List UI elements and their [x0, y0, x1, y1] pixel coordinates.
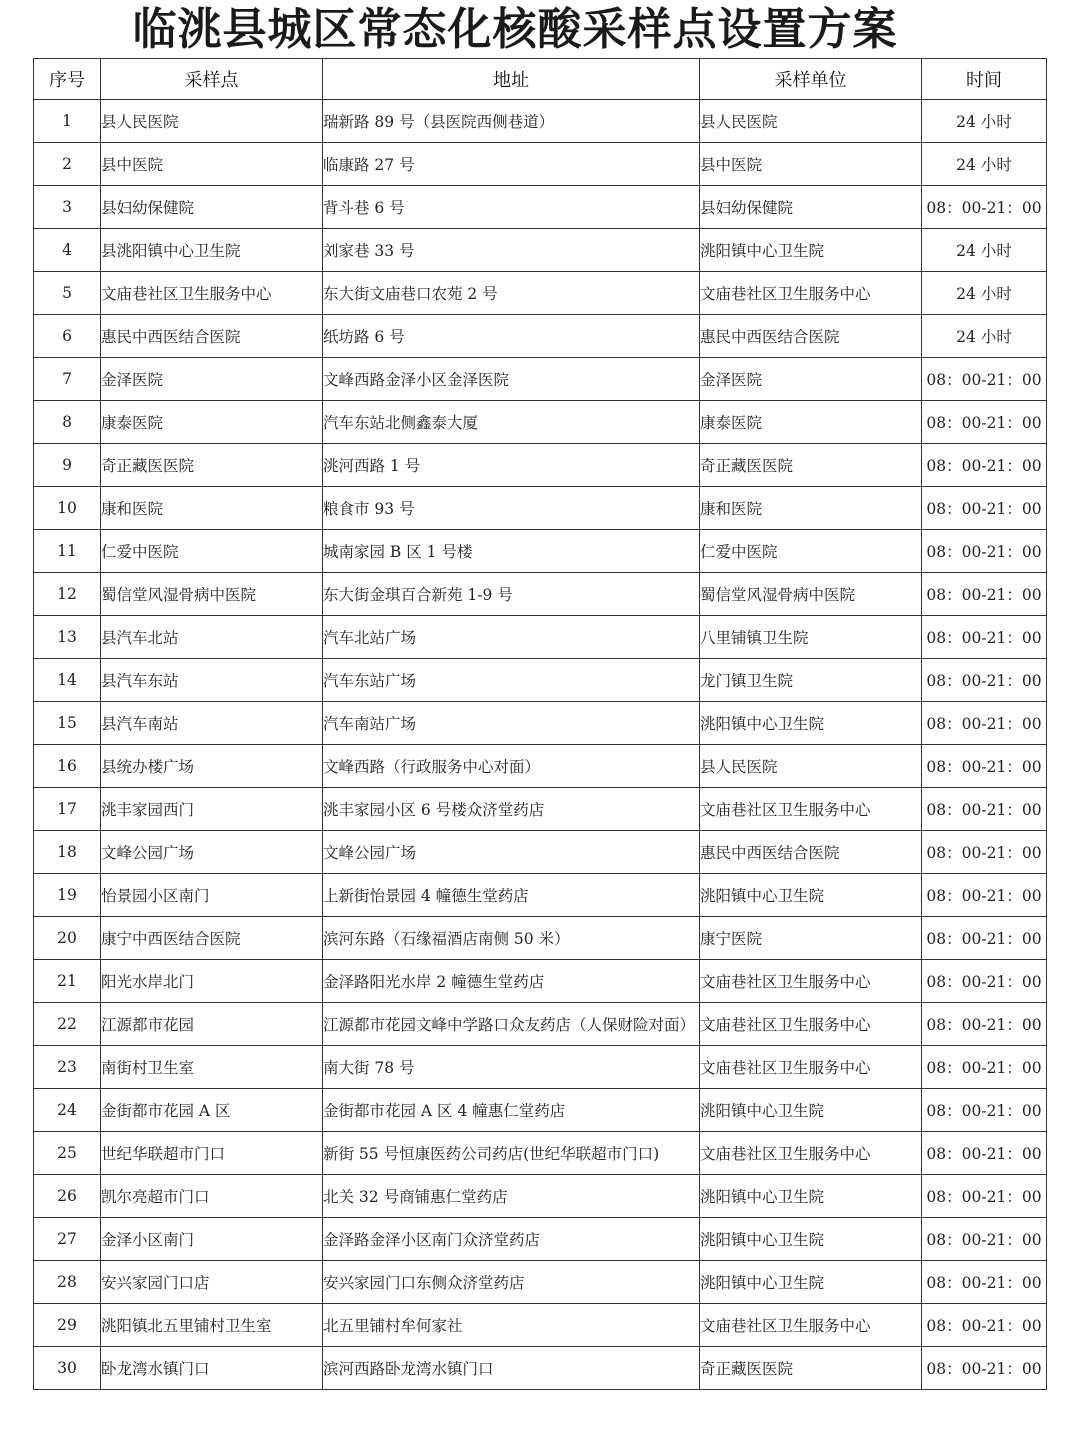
- row-number: 2: [34, 143, 101, 186]
- sampling-unit: 文庙巷社区卫生服务中心: [700, 1304, 922, 1347]
- site-name: 文庙巷社区卫生服务中心: [101, 272, 323, 315]
- service-hours: 08：00-21：00: [922, 487, 1047, 530]
- sampling-unit: 县中医院: [700, 143, 922, 186]
- sampling-unit: 康泰医院: [700, 401, 922, 444]
- site-name: 康和医院: [101, 487, 323, 530]
- service-hours: 08：00-21：00: [922, 788, 1047, 831]
- table-row: [34, 401, 1047, 444]
- site-address: 上新街怡景园 4 幢德生堂药店: [323, 874, 700, 917]
- header-time: 时间: [922, 59, 1047, 100]
- service-hours: 08：00-21：00: [922, 917, 1047, 960]
- table-row: [34, 1132, 1047, 1175]
- site-address: 北关 32 号商铺惠仁堂药店: [323, 1175, 700, 1218]
- sampling-unit: 仁爱中医院: [700, 530, 922, 573]
- service-hours: 24 小时: [922, 143, 1047, 186]
- sampling-unit: 洮阳镇中心卫生院: [700, 874, 922, 917]
- site-name: 县中医院: [101, 143, 323, 186]
- service-hours: 08：00-21：00: [922, 616, 1047, 659]
- service-hours: 08：00-21：00: [922, 960, 1047, 1003]
- site-name: 南街村卫生室: [101, 1046, 323, 1089]
- site-address: 文峰西路（行政服务中心对面）: [323, 745, 700, 788]
- sampling-unit: 县人民医院: [700, 100, 922, 143]
- header-site: 采样点: [101, 59, 323, 100]
- site-address: 瑞新路 89 号（县医院西侧巷道）: [323, 100, 700, 143]
- site-name: 怡景园小区南门: [101, 874, 323, 917]
- sampling-unit: 奇正藏医医院: [700, 444, 922, 487]
- service-hours: 08：00-21：00: [922, 1261, 1047, 1304]
- header-address: 地址: [323, 59, 700, 100]
- sampling-unit: 洮阳镇中心卫生院: [700, 1218, 922, 1261]
- site-address: 安兴家园门口东侧众济堂药店: [323, 1261, 700, 1304]
- site-address: 金街都市花园 A 区 4 幢惠仁堂药店: [323, 1089, 700, 1132]
- site-address: 汽车北站广场: [323, 616, 700, 659]
- site-address: 金泽路金泽小区南门众济堂药店: [323, 1218, 700, 1261]
- site-address: 文峰西路金泽小区金泽医院: [323, 358, 700, 401]
- table-row: [34, 1261, 1047, 1304]
- table-row: [34, 831, 1047, 874]
- site-name: 康宁中西医结合医院: [101, 917, 323, 960]
- row-number: 21: [34, 960, 101, 1003]
- header-no: 序号: [34, 59, 101, 100]
- site-address: 汽车南站广场: [323, 702, 700, 745]
- row-number: 8: [34, 401, 101, 444]
- site-name: 金泽医院: [101, 358, 323, 401]
- site-address: 滨河西路卧龙湾水镇门口: [323, 1347, 700, 1390]
- row-number: 25: [34, 1132, 101, 1175]
- site-address: 汽车东站北侧鑫泰大厦: [323, 401, 700, 444]
- table-row: [34, 100, 1047, 143]
- site-address: 东大街文庙巷口农苑 2 号: [323, 272, 700, 315]
- table-row: [34, 143, 1047, 186]
- table-row: [34, 272, 1047, 315]
- site-name: 县人民医院: [101, 100, 323, 143]
- row-number: 15: [34, 702, 101, 745]
- row-number: 17: [34, 788, 101, 831]
- site-address: 新街 55 号恒康医药公司药店(世纪华联超市门口): [323, 1132, 700, 1175]
- service-hours: 08：00-21：00: [922, 401, 1047, 444]
- site-address: 滨河东路（石缘福酒店南侧 50 米）: [323, 917, 700, 960]
- row-number: 11: [34, 530, 101, 573]
- site-address: 文峰公园广场: [323, 831, 700, 874]
- row-number: 5: [34, 272, 101, 315]
- site-address: 粮食市 93 号: [323, 487, 700, 530]
- service-hours: 08：00-21：00: [922, 1132, 1047, 1175]
- table-row: [34, 1304, 1047, 1347]
- table-row: [34, 745, 1047, 788]
- service-hours: 08：00-21：00: [922, 573, 1047, 616]
- sampling-unit: 龙门镇卫生院: [700, 659, 922, 702]
- site-name: 惠民中西医结合医院: [101, 315, 323, 358]
- sampling-unit: 洮阳镇中心卫生院: [700, 229, 922, 272]
- site-name: 卧龙湾水镇门口: [101, 1347, 323, 1390]
- row-number: 29: [34, 1304, 101, 1347]
- sampling-unit: 文庙巷社区卫生服务中心: [700, 1003, 922, 1046]
- sampling-unit: 奇正藏医医院: [700, 1347, 922, 1390]
- service-hours: 24 小时: [922, 315, 1047, 358]
- service-hours: 08：00-21：00: [922, 702, 1047, 745]
- service-hours: 24 小时: [922, 272, 1047, 315]
- site-address: 洮丰家园小区 6 号楼众济堂药店: [323, 788, 700, 831]
- table-row: [34, 1347, 1047, 1390]
- service-hours: 08：00-21：00: [922, 1218, 1047, 1261]
- table-row: [34, 530, 1047, 573]
- site-address: 金泽路阳光水岸 2 幢德生堂药店: [323, 960, 700, 1003]
- table-row: [34, 616, 1047, 659]
- site-address: 东大街金琪百合新苑 1-9 号: [323, 573, 700, 616]
- site-name: 奇正藏医医院: [101, 444, 323, 487]
- row-number: 10: [34, 487, 101, 530]
- table-row: [34, 1046, 1047, 1089]
- table-row: [34, 444, 1047, 487]
- site-address: 临康路 27 号: [323, 143, 700, 186]
- site-address: 南大街 78 号: [323, 1046, 700, 1089]
- table-row: [34, 874, 1047, 917]
- row-number: 23: [34, 1046, 101, 1089]
- service-hours: 08：00-21：00: [922, 874, 1047, 917]
- table-row: [34, 659, 1047, 702]
- sampling-unit: 文庙巷社区卫生服务中心: [700, 272, 922, 315]
- service-hours: 08：00-21：00: [922, 831, 1047, 874]
- service-hours: 08：00-21：00: [922, 358, 1047, 401]
- sampling-unit: 洮阳镇中心卫生院: [700, 702, 922, 745]
- row-number: 19: [34, 874, 101, 917]
- site-name: 县洮阳镇中心卫生院: [101, 229, 323, 272]
- sampling-unit: 文庙巷社区卫生服务中心: [700, 788, 922, 831]
- site-name: 康泰医院: [101, 401, 323, 444]
- table-row: [34, 788, 1047, 831]
- sampling-unit: 康和医院: [700, 487, 922, 530]
- service-hours: 08：00-21：00: [922, 1347, 1047, 1390]
- row-number: 13: [34, 616, 101, 659]
- table-row: [34, 960, 1047, 1003]
- sampling-unit: 洮阳镇中心卫生院: [700, 1175, 922, 1218]
- site-name: 金街都市花园 A 区: [101, 1089, 323, 1132]
- row-number: 26: [34, 1175, 101, 1218]
- site-name: 县汽车南站: [101, 702, 323, 745]
- sampling-unit: 洮阳镇中心卫生院: [700, 1089, 922, 1132]
- row-number: 6: [34, 315, 101, 358]
- row-number: 27: [34, 1218, 101, 1261]
- service-hours: 08：00-21：00: [922, 745, 1047, 788]
- header-unit: 采样单位: [700, 59, 922, 100]
- row-number: 30: [34, 1347, 101, 1390]
- service-hours: 08：00-21：00: [922, 1304, 1047, 1347]
- row-number: 7: [34, 358, 101, 401]
- site-address: 江源都市花园文峰中学路口众友药店（人保财险对面）: [323, 1003, 700, 1046]
- row-number: 14: [34, 659, 101, 702]
- row-number: 12: [34, 573, 101, 616]
- site-name: 文峰公园广场: [101, 831, 323, 874]
- sampling-unit: 蜀信堂风湿骨病中医院: [700, 573, 922, 616]
- site-name: 凯尔亮超市门口: [101, 1175, 323, 1218]
- page-title: 临洮县城区常态化核酸采样点设置方案: [132, 4, 898, 55]
- table-row: [34, 229, 1047, 272]
- sampling-unit: 康宁医院: [700, 917, 922, 960]
- site-address: 汽车东站广场: [323, 659, 700, 702]
- sampling-unit: 县妇幼保健院: [700, 186, 922, 229]
- sampling-sites-table: [33, 58, 1047, 1390]
- row-number: 22: [34, 1003, 101, 1046]
- row-number: 9: [34, 444, 101, 487]
- site-name: 江源都市花园: [101, 1003, 323, 1046]
- service-hours: 08：00-21：00: [922, 1175, 1047, 1218]
- service-hours: 08：00-21：00: [922, 186, 1047, 229]
- service-hours: 24 小时: [922, 229, 1047, 272]
- site-address: 刘家巷 33 号: [323, 229, 700, 272]
- site-name: 世纪华联超市门口: [101, 1132, 323, 1175]
- site-address: 城南家园 B 区 1 号楼: [323, 530, 700, 573]
- service-hours: 08：00-21：00: [922, 530, 1047, 573]
- table-row: [34, 358, 1047, 401]
- table-row: [34, 487, 1047, 530]
- site-name: 仁爱中医院: [101, 530, 323, 573]
- row-number: 28: [34, 1261, 101, 1304]
- row-number: 4: [34, 229, 101, 272]
- site-name: 阳光水岸北门: [101, 960, 323, 1003]
- table-row: [34, 186, 1047, 229]
- site-name: 洮丰家园西门: [101, 788, 323, 831]
- service-hours: 08：00-21：00: [922, 1003, 1047, 1046]
- table-row: [34, 1218, 1047, 1261]
- site-address: 纸坊路 6 号: [323, 315, 700, 358]
- site-name: 县汽车北站: [101, 616, 323, 659]
- table-row: [34, 315, 1047, 358]
- service-hours: 08：00-21：00: [922, 1046, 1047, 1089]
- table-header-row: [34, 59, 1047, 100]
- service-hours: 08：00-21：00: [922, 659, 1047, 702]
- site-name: 洮阳镇北五里铺村卫生室: [101, 1304, 323, 1347]
- site-name: 金泽小区南门: [101, 1218, 323, 1261]
- row-number: 20: [34, 917, 101, 960]
- sampling-unit: 文庙巷社区卫生服务中心: [700, 960, 922, 1003]
- row-number: 16: [34, 745, 101, 788]
- site-name: 县汽车东站: [101, 659, 323, 702]
- row-number: 24: [34, 1089, 101, 1132]
- row-number: 1: [34, 100, 101, 143]
- table-row: [34, 702, 1047, 745]
- sampling-unit: 惠民中西医结合医院: [700, 831, 922, 874]
- site-address: 背斗巷 6 号: [323, 186, 700, 229]
- sampling-unit: 洮阳镇中心卫生院: [700, 1261, 922, 1304]
- table-row: [34, 1089, 1047, 1132]
- sampling-unit: 文庙巷社区卫生服务中心: [700, 1132, 922, 1175]
- table-row: [34, 1003, 1047, 1046]
- sampling-unit: 惠民中西医结合医院: [700, 315, 922, 358]
- service-hours: 08：00-21：00: [922, 444, 1047, 487]
- site-name: 蜀信堂风湿骨病中医院: [101, 573, 323, 616]
- table-row: [34, 1175, 1047, 1218]
- table-row: [34, 573, 1047, 616]
- sampling-unit: 文庙巷社区卫生服务中心: [700, 1046, 922, 1089]
- site-address: 北五里铺村牟何家社: [323, 1304, 700, 1347]
- sampling-unit: 八里铺镇卫生院: [700, 616, 922, 659]
- site-name: 安兴家园门口店: [101, 1261, 323, 1304]
- row-number: 18: [34, 831, 101, 874]
- sampling-unit: 县人民医院: [700, 745, 922, 788]
- service-hours: 24 小时: [922, 100, 1047, 143]
- row-number: 3: [34, 186, 101, 229]
- site-name: 县统办楼广场: [101, 745, 323, 788]
- site-name: 县妇幼保健院: [101, 186, 323, 229]
- sampling-unit: 金泽医院: [700, 358, 922, 401]
- table-body: [34, 100, 1047, 1390]
- service-hours: 08：00-21：00: [922, 1089, 1047, 1132]
- site-address: 洮河西路 1 号: [323, 444, 700, 487]
- table-row: [34, 917, 1047, 960]
